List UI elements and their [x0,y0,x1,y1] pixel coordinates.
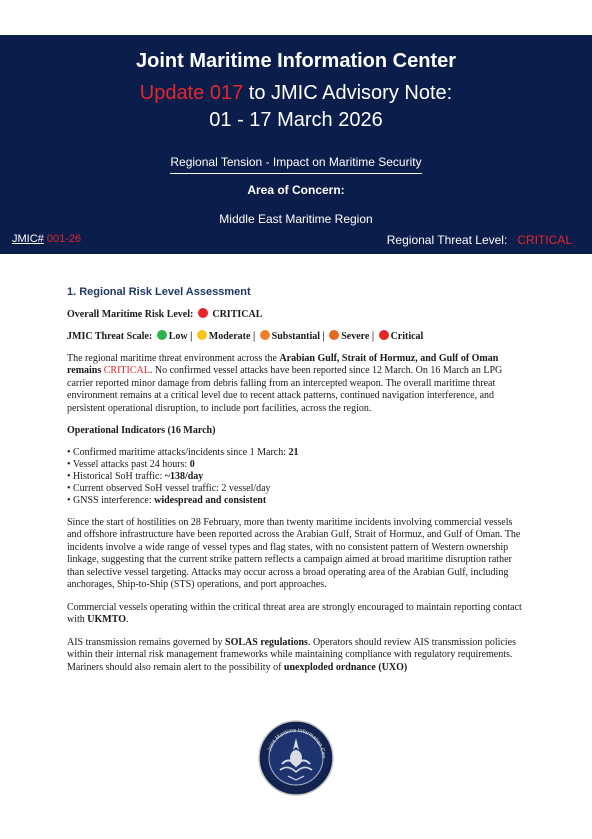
scale-moderate: Moderate [208,331,251,342]
document-body [67,286,522,684]
scale-substantial: Substantial [271,331,321,342]
scale-low: Low [168,331,188,342]
green-circle-icon [157,330,167,340]
overall-risk-label: Overall Maritime Risk Level: [67,308,194,320]
scale-critical: Critical [390,331,424,342]
list-item: • Vessel attacks past 24 hours: 0 [67,459,522,471]
list-item: • Historical SoH traffic: ~138/day [67,471,522,483]
center-title: Joint Maritime Information Center [135,50,457,72]
update-line [0,82,592,105]
red-circle-icon [379,330,389,340]
section-heading: 1. Regional Risk Level Assessment [67,286,251,298]
threat-value: CRITICAL [517,233,572,247]
para1-regions: Arabian Gulf, Strait of Hormuz, and Gulf of Oman remains [67,352,499,376]
jmic-seal-logo [258,720,334,796]
orange-circle-icon [260,330,270,340]
para1-text: The regional maritime threat environment across the [67,352,280,364]
header-banner [0,35,592,254]
assessment-paragraph [67,353,522,416]
list-item: • Current observed SoH vessel traffic: 2 vessel/day [67,483,522,495]
region-name: Middle East Maritime Region [219,212,373,226]
threat-scale-label: JMIC Threat Scale: [67,331,153,342]
yellow-circle-icon [197,330,207,340]
update-number: Update 017 [139,82,244,104]
advisory-label: to JMIC Advisory Note: [243,82,453,104]
overall-risk-value: CRITICAL [212,308,263,320]
regional-threat-level [387,233,572,247]
reporting-paragraph: Commercial vessels operating within the critical threat area are strongly encouraged to maintain reporting contact with UKMTO. [67,601,522,625]
area-of-concern-label: Area of Concern: [247,183,345,197]
jmic-number [12,233,81,245]
date-range: 01 - 17 March 2026 [209,109,383,131]
uxo-label: unexploded ordnance (UXO) [283,661,408,673]
para1-rest: . No confirmed vessel attacks have been reported since 12 March. On 16 March an LPG carrier reported minor damage from debris falling from an intercepted weapon. The overall maritime threat environment remains at a critical level due to recent attack patterns, continued navigation interference, and persistent operational disruption, to include port facilities, across the region. [67,365,503,414]
tension-text: Regional Tension - Impact on Maritime Security [170,155,421,174]
jmic-label: JMIC# [12,233,44,245]
list-item: • GNSS interference: widespread and consistent [67,495,522,507]
para1-critical: CRITICAL [103,365,150,376]
threat-label: Regional Threat Level: [386,233,508,247]
indicators-heading: Operational Indicators (16 March) [67,425,216,436]
ais-paragraph: AIS transmission remains governed by SOLAS regulations. Operators should review AIS transmission policies within their internal risk management frameworks while maintaining compliance with regulatory requirements. Mariners should also remain alert to the possibility of unexploded ordnance (UXO) [67,636,516,673]
ukmto-label: UKMTO [87,614,126,625]
red-circle-icon [198,308,208,318]
svg-text:Joint Maritime Information Cen: Joint Maritime Information Cen [266,727,327,759]
hostilities-paragraph: Since the start of hostilities on 28 February, more than twenty maritime incidents involving commercial vessels and offshore infrastructure have been reported across the Arabian Gulf, Strait of Hormuz, and Gulf of Oman. The incidents involve a wide range of vessel types and flag states, with no consistent pattern of Western ownership linkage, suggesting that the current strike pattern reflects a campaign aimed at broad maritime disruption rather than selective vessel targeting. Attacks may occur across a broad operating area of the Arabian Gulf, including anchorages, Ship-to-Ship (STS) operations, and port approaches. [67,516,521,590]
overall-risk-line [67,308,522,322]
solas-label: SOLAS regulations [225,636,308,648]
indicators-list [67,447,522,507]
scale-severe: Severe [341,331,370,342]
tension-line [0,155,592,174]
threat-scale-line: JMIC Threat Scale: Low | Moderate | Substantial | Severe | Critical [67,331,424,342]
dark-orange-circle-icon [329,330,339,340]
list-item: • Confirmed maritime attacks/incidents since 1 March: 21 [67,447,522,459]
jmic-value: 001-26 [43,233,82,245]
